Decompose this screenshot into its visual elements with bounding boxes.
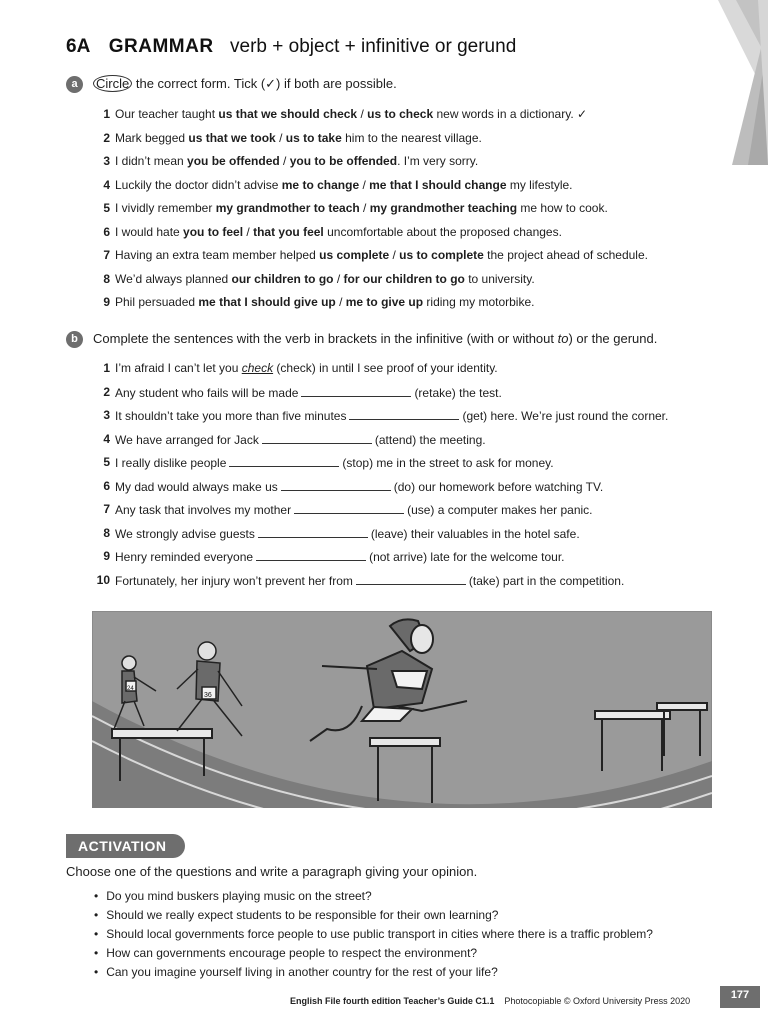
exercise-a-list: [86, 107, 726, 319]
answer-blank[interactable]: [301, 385, 411, 397]
list-item: [86, 178, 726, 202]
exercise-b-instruction: [66, 331, 657, 348]
item-text: [115, 178, 573, 202]
item-number: 7: [103, 248, 110, 262]
section-subtitle: verb + object + infinitive or gerund: [230, 36, 517, 57]
item-text-pre: Any student who fails will be made: [115, 385, 299, 400]
page-footer: [290, 996, 690, 1006]
page-number: 177: [720, 986, 760, 1008]
item-number: 10: [96, 572, 110, 587]
item-text-pre: Any task that involves my mother: [115, 503, 292, 517]
option-1[interactable]: you to feel: [183, 224, 244, 239]
item-number: 3: [103, 408, 110, 422]
item-text-post: (retake) the test.: [414, 385, 502, 400]
item-text-pre: We have arranged for Jack: [115, 432, 259, 447]
item-number: 7: [103, 502, 110, 516]
list-item: [86, 107, 726, 131]
option-separator: /: [335, 295, 346, 309]
option-1[interactable]: me to change: [281, 177, 360, 192]
item-text-pre: Having an extra team member helped: [115, 248, 320, 262]
item-number: 5: [103, 201, 110, 215]
option-1[interactable]: us complete: [319, 248, 390, 262]
option-separator: /: [243, 224, 254, 239]
answer-blank[interactable]: [349, 408, 459, 420]
item-text: [115, 248, 648, 272]
option-separator: /: [357, 107, 368, 121]
item-text-post: (check) in until I see proof of your identity.: [273, 361, 498, 375]
option-1[interactable]: my grandmother to teach: [215, 201, 360, 215]
item-text-pre: I vividly remember: [115, 201, 216, 215]
list-item: [86, 295, 726, 319]
item-text-pre: I didn’t mean: [115, 154, 188, 168]
item-text: [115, 272, 535, 296]
item-text-post: . I’m very sorry.: [397, 154, 479, 168]
item-text-post: new words in a dictionary. ✓: [433, 107, 588, 121]
activation-banner: ACTIVATION: [66, 834, 185, 858]
item-text-pre: My dad would always make us: [115, 479, 278, 494]
answer-blank[interactable]: [229, 455, 339, 467]
item-text-pre: Luckily the doctor didn’t advise: [115, 177, 282, 192]
item-text-pre: It shouldn’t take you more than five minutes: [115, 409, 347, 423]
option-2[interactable]: for our children to go: [343, 271, 465, 286]
item-text: [115, 526, 580, 550]
answer-blank[interactable]: [356, 573, 466, 585]
activation-questions: [94, 889, 653, 984]
item-text-pre: I’m afraid I can’t let you: [115, 361, 242, 375]
answer-blank[interactable]: [294, 502, 404, 514]
instruction-to: to: [557, 331, 569, 346]
bib-number: 24: [127, 686, 134, 692]
item-text-pre: Henry reminded everyone: [115, 550, 254, 564]
item-number: 9: [103, 549, 110, 563]
option-2[interactable]: you to be offended: [289, 154, 398, 168]
list-item: [86, 432, 726, 456]
exercise-a-instruction: [66, 76, 397, 93]
item-text-post: (take) part in the competition.: [468, 573, 625, 588]
item-number: 1: [103, 361, 110, 375]
list-item: [86, 455, 726, 479]
item-number: 4: [103, 431, 110, 446]
exercise-b-badge: b: [66, 331, 83, 348]
item-text: [115, 432, 486, 456]
book-title: English File fourth edition Teacher’s Guide C1.1: [290, 996, 495, 1006]
item-text: [115, 408, 668, 432]
item-text: [115, 154, 478, 178]
exercise-b-list: [86, 361, 726, 596]
item-text-pre: Fortunately, her injury won’t prevent her from: [115, 573, 353, 588]
list-item: [86, 385, 726, 409]
circle-word: Circle: [93, 75, 132, 92]
answer-blank[interactable]: [256, 549, 366, 561]
option-1[interactable]: our children to go: [231, 271, 334, 286]
option-separator: /: [359, 201, 370, 215]
item-text-post: (get) here. We’re just round the corner.: [462, 409, 669, 423]
item-number: 9: [103, 295, 110, 309]
item-text-pre: I would hate: [115, 224, 184, 239]
option-2[interactable]: me to give up: [345, 295, 424, 309]
instruction-text: the correct form. Tick (✓) if both are possible.: [132, 76, 397, 91]
item-text: [115, 225, 562, 249]
item-number: 6: [103, 478, 110, 493]
item-text: [115, 201, 608, 225]
list-item: [86, 248, 726, 272]
option-1[interactable]: you be offended: [187, 154, 280, 168]
option-separator: /: [333, 271, 344, 286]
list-item: [86, 201, 726, 225]
instruction-text: Complete the sentences with the verb in brackets in the infinitive (with or without: [93, 331, 558, 346]
item-number: 4: [103, 177, 110, 192]
option-1[interactable]: us that we should check: [218, 107, 358, 121]
item-text-pre: We’d always planned: [115, 271, 232, 286]
item-text: [115, 107, 587, 131]
item-text-post: (attend) the meeting.: [374, 432, 486, 447]
unit-number: 6A: [66, 36, 91, 57]
list-item: [86, 272, 726, 296]
item-text: [115, 131, 482, 155]
option-2[interactable]: that you feel: [253, 224, 324, 239]
list-item: [86, 502, 726, 526]
item-text: [115, 479, 603, 503]
list-item: [86, 479, 726, 503]
section-heading: GRAMMAR: [108, 36, 214, 57]
item-number: 8: [103, 271, 110, 286]
hurdles-illustration: [92, 611, 712, 808]
item-text: [115, 502, 593, 526]
item-text-post: him to the nearest village.: [341, 130, 482, 145]
answer-blank[interactable]: [262, 432, 372, 444]
item-text-pre: I really dislike people: [115, 456, 227, 470]
option-separator: /: [359, 177, 370, 192]
list-item: [86, 131, 726, 155]
item-number: 1: [103, 107, 110, 121]
option-2[interactable]: us to check: [367, 107, 434, 121]
item-text-post: me how to cook.: [517, 201, 608, 215]
option-2[interactable]: us to complete: [399, 248, 484, 262]
item-text: [115, 549, 565, 573]
list-item: [86, 154, 726, 178]
question-item: • How can governments encourage people to respect the environment?: [94, 946, 653, 965]
item-text-post: uncomfortable about the proposed changes.: [323, 224, 562, 239]
item-number: 5: [103, 455, 110, 469]
item-text-post: (not arrive) late for the welcome tour.: [369, 550, 565, 564]
option-separator: /: [275, 130, 286, 145]
option-2[interactable]: us to take: [285, 130, 342, 145]
activation-instruction: Choose one of the questions and write a paragraph giving your opinion.: [66, 864, 478, 879]
item-text-pre: Phil persuaded: [115, 295, 199, 309]
page-title: [66, 36, 516, 58]
list-item: [86, 361, 726, 385]
answer-blank[interactable]: [258, 526, 368, 538]
question-item: • Can you imagine yourself living in another country for the rest of your life?: [94, 965, 653, 984]
list-item: [86, 526, 726, 550]
item-text-post: (do) our homework before watching TV.: [393, 479, 604, 494]
bib-number: 36: [204, 692, 212, 699]
question-item: • Should we really expect students to be responsible for their own learning?: [94, 908, 653, 927]
option-separator: /: [389, 248, 400, 262]
item-text-post: (leave) their valuables in the hotel safe.: [370, 526, 580, 541]
example-answer: check: [241, 361, 274, 375]
item-text-post: (use) a computer makes her panic.: [407, 503, 593, 517]
option-separator: /: [279, 154, 290, 168]
item-number: 6: [103, 224, 110, 239]
item-text: [115, 385, 502, 409]
item-text-post: (stop) me in the street to ask for money.: [342, 456, 554, 470]
item-number: 2: [103, 384, 110, 399]
item-number: 2: [103, 130, 110, 145]
item-text-pre: We strongly advise guests: [115, 526, 255, 541]
list-item: [86, 549, 726, 573]
exercise-a-badge: a: [66, 76, 83, 93]
item-text-pre: Mark begged: [115, 130, 189, 145]
list-item: [86, 408, 726, 432]
option-2[interactable]: my grandmother teaching: [369, 201, 518, 215]
question-item: • Should local governments force people to use public transport in cities where there is a traffic problem?: [94, 927, 653, 946]
answer-blank[interactable]: [281, 479, 391, 491]
list-item: [86, 225, 726, 249]
instruction-text: ) or the gerund.: [568, 331, 658, 346]
item-text-pre: Our teacher taught: [115, 107, 219, 121]
item-text: [115, 295, 534, 319]
list-item: [86, 573, 726, 597]
item-text-post: to university.: [464, 271, 535, 286]
option-2[interactable]: me that I should change: [369, 177, 507, 192]
item-text-post: my lifestyle.: [506, 177, 573, 192]
copyright-notice: Photocopiable © Oxford University Press 2020: [504, 996, 691, 1006]
option-1[interactable]: us that we took: [188, 130, 276, 145]
item-text: [115, 573, 624, 597]
option-1[interactable]: me that I should give up: [198, 295, 336, 309]
item-text-post: the project ahead of schedule.: [483, 248, 648, 262]
question-item: • Do you mind buskers playing music on the street?: [94, 889, 653, 908]
item-text: [115, 455, 554, 479]
item-text: [115, 361, 498, 385]
item-number: 3: [103, 154, 110, 168]
item-text-post: riding my motorbike.: [423, 295, 535, 309]
item-number: 8: [103, 525, 110, 540]
